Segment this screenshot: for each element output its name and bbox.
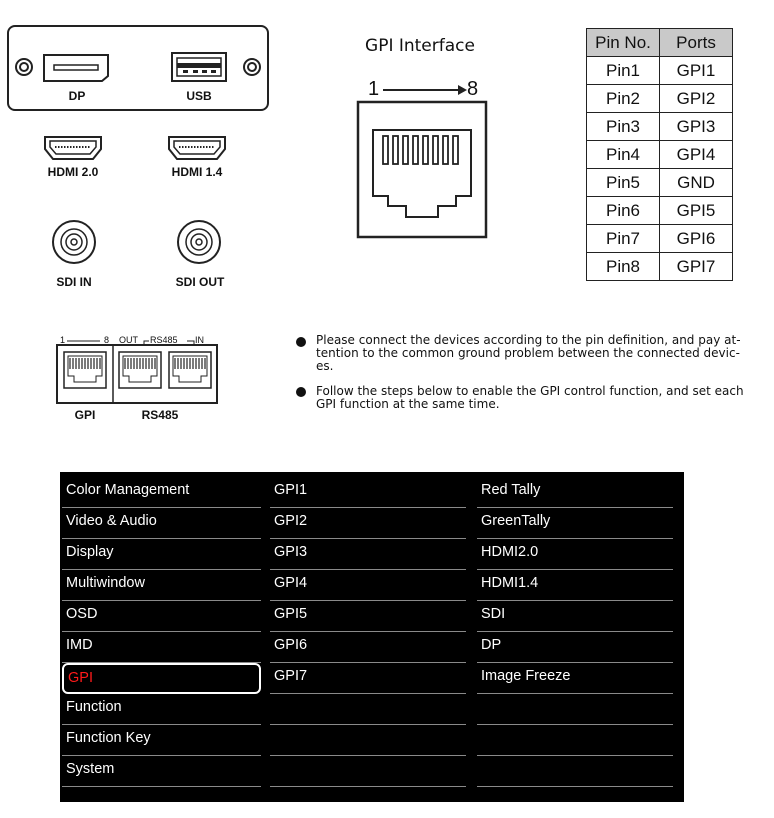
connector-panel <box>7 25 269 111</box>
pin-table-row <box>587 57 733 85</box>
small-rs485-label: RS485 <box>141 408 179 422</box>
sdi-out-port-icon <box>175 218 223 266</box>
col2-menu-item[interactable]: GPI3 <box>270 539 466 570</box>
col3-menu-item[interactable]: HDMI2.0 <box>477 539 673 570</box>
usb-label: USB <box>186 89 212 103</box>
pin-number-cell: Pin7 <box>587 225 660 253</box>
note-2-line-2: GPI function at the same time. <box>316 397 500 411</box>
port-cell: GPI1 <box>660 57 733 85</box>
port-cell: GPI7 <box>660 253 733 281</box>
small-out-label: OUT <box>119 335 138 345</box>
col3-empty-item <box>477 725 673 756</box>
pin-number-cell: Pin5 <box>587 169 660 197</box>
col1-menu-item[interactable]: Color Management <box>62 477 261 508</box>
hdmi-1-4-label: HDMI 1.4 <box>171 165 223 179</box>
small-gpi-label: GPI <box>74 408 96 422</box>
col1-menu-item[interactable]: Display <box>62 539 261 570</box>
pin-table-header <box>587 29 733 57</box>
ports-header: Ports <box>660 29 733 57</box>
usb-port-icon <box>170 51 228 84</box>
port-cell: GPI5 <box>660 197 733 225</box>
pin-number-cell: Pin8 <box>587 253 660 281</box>
col2-empty-item <box>270 694 466 725</box>
pin-table-row <box>587 197 733 225</box>
col1-menu-item[interactable]: Function Key <box>62 725 261 756</box>
port-cell: GPI4 <box>660 141 733 169</box>
port-cell: GND <box>660 169 733 197</box>
col1-menu-item[interactable]: Video & Audio <box>62 508 261 539</box>
col1-menu-item[interactable]: System <box>62 756 261 787</box>
col3-empty-item <box>477 756 673 787</box>
col3-menu-item[interactable]: GreenTally <box>477 508 673 539</box>
note-2 <box>316 385 766 411</box>
col1-menu-item[interactable]: OSD <box>62 601 261 632</box>
col2-menu-item[interactable]: GPI1 <box>270 477 466 508</box>
gpi-end-pin: 8 <box>467 78 479 100</box>
port-cell: GPI2 <box>660 85 733 113</box>
pin-number-cell: Pin2 <box>587 85 660 113</box>
gpi-start-pin: 1 <box>368 78 380 100</box>
dp-port-icon <box>42 52 112 84</box>
sdi-in-label: SDI IN <box>56 275 92 289</box>
col2-menu-item[interactable]: GPI5 <box>270 601 466 632</box>
pin-number-cell: Pin6 <box>587 197 660 225</box>
col2-empty-item <box>270 756 466 787</box>
pin-table-row <box>587 113 733 141</box>
col2-menu-item[interactable]: GPI4 <box>270 570 466 601</box>
col1-menu-item[interactable]: GPI <box>62 663 261 694</box>
gpi-menu <box>60 472 684 802</box>
pin-table-row <box>587 253 733 281</box>
note-1-line-1: Please connect the devices according to the pin definition, and pay at- <box>316 333 741 347</box>
col3-menu-item[interactable]: SDI <box>477 601 673 632</box>
small-ports-diagram <box>56 336 218 406</box>
hdmi-2-0-label: HDMI 2.0 <box>47 165 99 179</box>
hdmi-1-4-port-icon <box>167 135 227 161</box>
pin-table-row <box>587 85 733 113</box>
port-cell: GPI6 <box>660 225 733 253</box>
sdi-out-label: SDI OUT <box>175 275 225 289</box>
hdmi-2-0-port-icon <box>43 135 103 161</box>
col2-menu-item[interactable]: GPI6 <box>270 632 466 663</box>
pin-table-row <box>587 141 733 169</box>
pin-no-header: Pin No. <box>587 29 660 57</box>
col2-empty-item <box>270 725 466 756</box>
port-cell: GPI3 <box>660 113 733 141</box>
note-1-line-2: tention to the common ground problem between the connected devic- <box>316 346 740 360</box>
bullet-icon <box>296 337 306 347</box>
small-in-label: IN <box>195 335 204 345</box>
col3-menu-item[interactable]: DP <box>477 632 673 663</box>
pin-table-row <box>587 169 733 197</box>
bullet-icon <box>296 387 306 397</box>
pin-number-cell: Pin3 <box>587 113 660 141</box>
col2-menu-item[interactable]: GPI2 <box>270 508 466 539</box>
small-rs485-top-label: RS485 <box>150 335 178 345</box>
rj45-diagram <box>356 84 490 240</box>
pin-table <box>586 28 733 281</box>
col3-menu-item[interactable]: Red Tally <box>477 477 673 508</box>
pin-table-row <box>587 225 733 253</box>
col1-menu-item[interactable]: IMD <box>62 632 261 663</box>
col1-menu-item[interactable]: Multiwindow <box>62 570 261 601</box>
pin-number-cell: Pin4 <box>587 141 660 169</box>
gpi-interface-title: GPI Interface <box>365 36 475 56</box>
note-2-line-1: Follow the steps below to enable the GPI control function, and set each <box>316 384 744 398</box>
small-range-start: 1 <box>60 335 66 345</box>
pin-number-cell: Pin1 <box>587 57 660 85</box>
dp-label: DP <box>68 89 86 103</box>
col3-menu-item[interactable]: HDMI1.4 <box>477 570 673 601</box>
note-1 <box>316 334 766 373</box>
col3-empty-item <box>477 694 673 725</box>
col2-menu-item[interactable]: GPI7 <box>270 663 466 694</box>
col1-menu-item[interactable]: Function <box>62 694 261 725</box>
screw-right-icon <box>241 56 263 78</box>
note-1-line-3: es. <box>316 359 334 373</box>
col3-menu-item[interactable]: Image Freeze <box>477 663 673 694</box>
sdi-in-port-icon <box>50 218 98 266</box>
screw-left-icon <box>13 56 35 78</box>
small-range-end: 8 <box>104 335 110 345</box>
